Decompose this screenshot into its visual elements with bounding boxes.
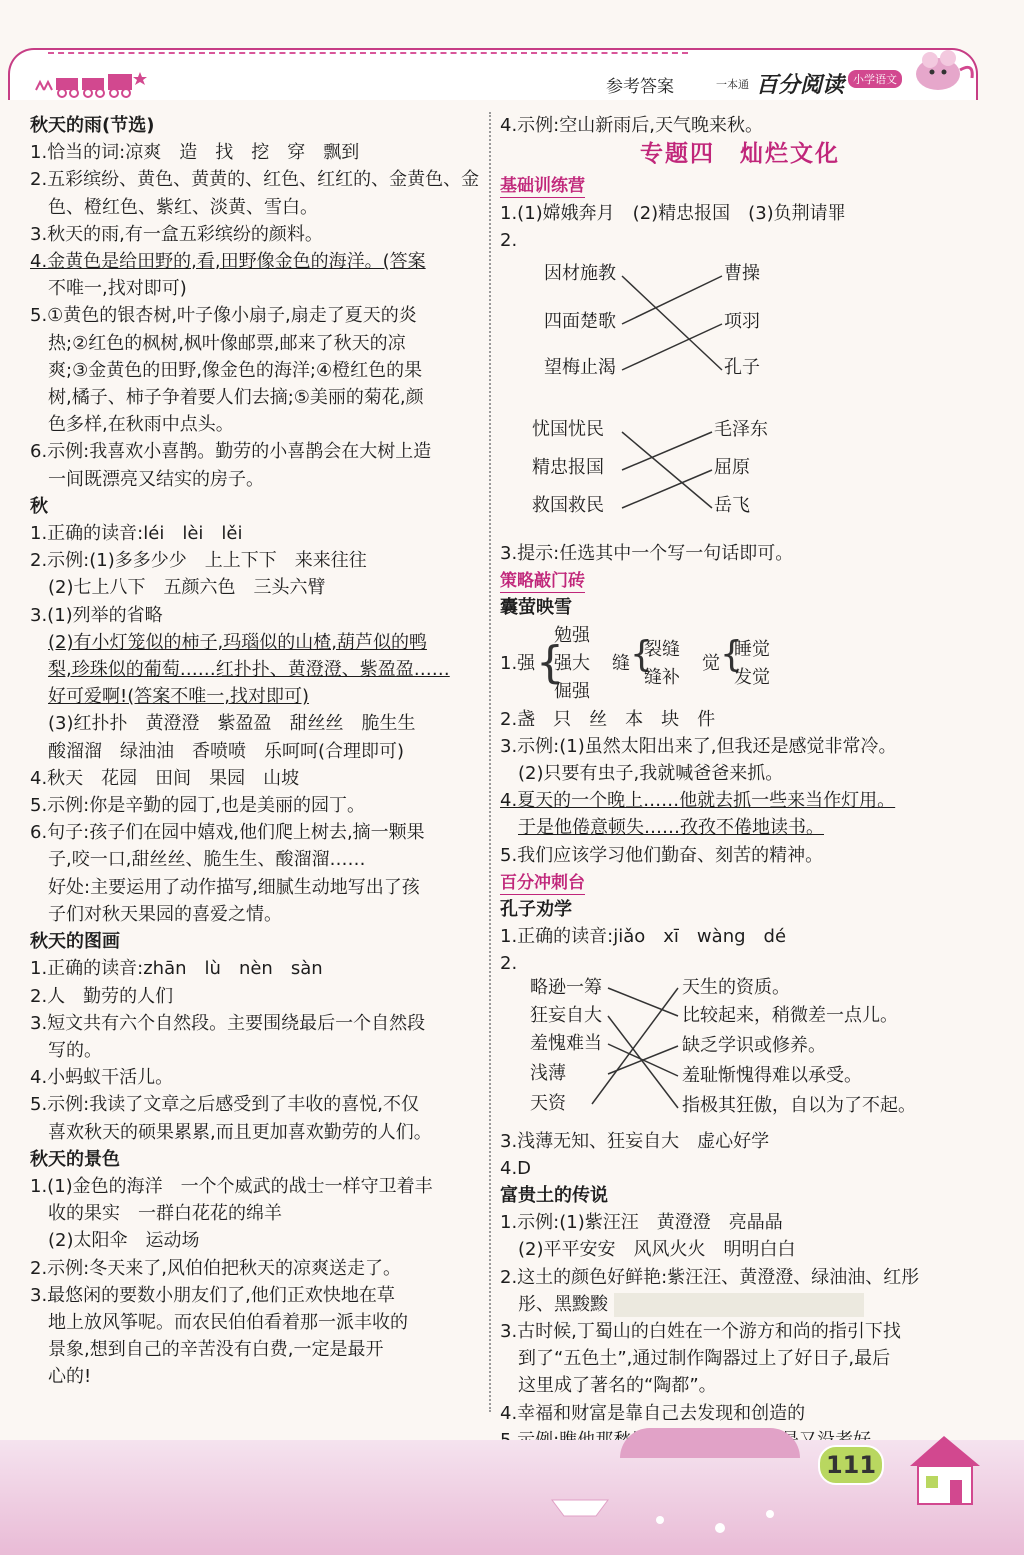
answer-line: 4.秋天 花园 田间 果园 山坡 (30, 767, 300, 789)
match-right-item: 指极其狂傲，自以为了不起。 (682, 1094, 916, 1116)
match-right-item: 毛泽东 (714, 419, 768, 441)
answer-line: 4.夏天的一个晚上……他就去抓一些来当作灯用。 (500, 790, 896, 812)
answer-line: 3.古时候,丁蜀山的白姓在一个游方和尚的指引下找 (500, 1321, 901, 1343)
match-left-item: 天资 (530, 1092, 566, 1114)
brace-exercise (500, 622, 980, 706)
match-right-item: 孔子 (724, 357, 760, 379)
answer-line: 6.示例:我喜欢小喜鹊。勤劳的小喜鹊会在大树上造 (30, 441, 432, 463)
section-heading: 秋天的景色 (30, 1148, 120, 1170)
section-heading: 秋天的雨(节选) (30, 115, 155, 136)
answer-line: 4.金黄色是给田野的,看,田野像金色的海洋。(答案 (30, 251, 426, 273)
answer-line: 5.示例:你是辛勤的园丁,也是美丽的园丁。 (30, 795, 365, 817)
page-header (8, 42, 978, 100)
answer-line: 爽;③金黄色的田野,像金色的海洋;④橙红色的果 (48, 359, 423, 381)
answer-line: 喜欢秋天的硕果累累,而且更加喜欢勤劳的人们。 (48, 1121, 432, 1143)
answer-line: (3)红扑扑 黄澄澄 紫盈盈 甜丝丝 脆生生 (48, 713, 416, 735)
answer-line: 3.最悠闲的要数小朋友们了,他们正欢快地在草 (30, 1284, 395, 1306)
answer-line: 1.正确的读音:zhān lù nèn sàn (30, 958, 323, 980)
answer-line: 6.句子:孩子们在园中嬉戏,他们爬上树去,摘一颗果 (30, 822, 425, 844)
answer-line: 5.①黄色的银杏树,叶子像小扇子,扇走了夏天的炎 (30, 305, 417, 327)
answer-line: 这里成了著名的“陶都”。 (518, 1375, 717, 1397)
answer-line: 4.D (500, 1157, 532, 1179)
answer-line: 色、橙红色、紫红、淡黄、雪白。 (48, 196, 318, 218)
answer-line: 好处:主要运用了动作描写,细腻生动地写出了孩 (48, 876, 420, 898)
answer-line: 热;②红色的枫树,枫叶像邮票,邮来了秋天的凉 (48, 332, 406, 354)
answer-line: 1.(1)嫦娥奔月 (2)精忠报国 (3)负荆请罪 (500, 202, 846, 224)
answer-line: 2. (500, 229, 518, 251)
match-left-item: 望梅止渴 (544, 357, 616, 379)
page-number: 111 (818, 1445, 884, 1485)
right-column (500, 112, 980, 1454)
answer-line: 2.五彩缤纷、黄色、黄黄的、红色、红红的、金黄色、金 (30, 169, 480, 191)
answer-line: 3.秋天的雨,有一盒五彩缤纷的颜料。 (30, 223, 323, 245)
match-left-item: 因材施教 (544, 263, 616, 285)
matching-exercise-2 (500, 416, 980, 540)
answer-line: 到了“五色土”,通过制作陶器过上了好日子,最后 (518, 1348, 891, 1370)
answer-line: 2. (500, 953, 518, 975)
section-heading: 秋 (30, 495, 48, 517)
answer-line: 3.(1)列举的省略 (30, 604, 163, 626)
match-left-item: 略逊一筹 (530, 976, 602, 998)
answer-line: 3.提示:任选其中一个写一句话即可。 (500, 543, 794, 565)
subsection-heading: 百分冲刺台 (500, 872, 585, 893)
brace-item: 裂缝 (644, 638, 680, 660)
match-left-item: 救国救民 (532, 495, 604, 517)
match-left-item: 狂妄自大 (530, 1004, 602, 1026)
answer-line: 于是他倦意顿失……孜孜不倦地读书。 (518, 817, 824, 839)
brace-char: 缝 (612, 652, 630, 674)
answer-line: 收的果实 一群白花花的绵羊 (48, 1203, 282, 1225)
match-right-item: 缺乏学识或修养。 (682, 1034, 826, 1056)
answer-line: 树,橘子、柿子争着要人们去摘;⑤美丽的菊花,颜 (48, 387, 424, 409)
match-left-item: 四面楚歌 (544, 311, 616, 333)
match-left-item: 精忠报国 (532, 457, 604, 479)
answer-line: 梨,珍珠似的葡萄……红扑扑、黄澄澄、紫盈盈…… (48, 659, 450, 681)
match-right-item: 比较起来，稍微差一点儿。 (682, 1004, 898, 1026)
answer-line: 2.示例:(1)多多少少 上上下下 来来往往 (30, 550, 367, 572)
match-left-item: 忧国忧民 (532, 419, 604, 441)
answer-line: 4.示例:空山新雨后,天气晚来秋。 (500, 115, 763, 136)
answer-line: 不唯一,找对即可) (48, 278, 187, 300)
match-right-item: 项羽 (724, 311, 760, 333)
answer-line: 2.盏 只 丝 本 块 件 (500, 708, 716, 730)
answer-line: 3.浅薄无知、狂妄自大 虚心好学 (500, 1130, 770, 1152)
answer-line: 好可爱啊!(答案不唯一,找对即可) (48, 686, 309, 708)
brace-item: 睡觉 (734, 638, 770, 660)
answer-line: 酸溜溜 绿油油 香喷喷 乐呵呵(合理即可) (48, 740, 405, 762)
answer-line: 5.我们应该学习他们勤奋、刻苦的精神。 (500, 844, 824, 866)
answer-line: 1.示例:(1)紫汪汪 黄澄澄 亮晶晶 (500, 1212, 783, 1234)
answer-line: (2)有小灯笼似的柿子,玛瑙似的山楂,葫芦似的鸭 (48, 631, 427, 653)
answer-line: 1.恰当的词:凉爽 造 找 挖 穿 飘到 (30, 142, 360, 164)
brand-tag: 一本通 (716, 78, 749, 91)
answer-line: 地上放风筝呢。而农民伯伯看着那一派丰收的 (48, 1311, 408, 1333)
brace-item: 倔强 (554, 680, 590, 702)
train-icon (30, 68, 150, 98)
answer-line: 色多样,在秋雨中点头。 (48, 414, 234, 436)
match-right-item: 岳飞 (714, 495, 750, 517)
topic-title: 专题四 灿烂文化 (640, 141, 840, 168)
match-right-item: 羞耻惭愧得难以承受。 (682, 1064, 862, 1086)
matching-exercise-3 (500, 978, 980, 1128)
left-column (30, 112, 490, 1391)
answer-prefix: 1.强 (500, 652, 536, 674)
answer-line: 4.幸福和财富是靠自己去发现和创造的 (500, 1402, 806, 1424)
match-right-item: 屈原 (714, 457, 750, 479)
brace-item: 勉强 (554, 624, 590, 646)
answer-line: (2)只要有虫子,我就喊爸爸来抓。 (518, 763, 784, 785)
section-heading: 孔子劝学 (500, 899, 572, 921)
answer-line: (2)太阳伞 运动场 (48, 1230, 200, 1252)
header-label: 参考答案 (606, 77, 674, 97)
answer-line: 4.小蚂蚁干活儿。 (30, 1067, 174, 1089)
answer-line: 1.正确的读音:jiǎo xī wàng dé (500, 926, 787, 948)
brace-item: 强大 (554, 652, 590, 674)
match-left-item: 浅薄 (530, 1062, 566, 1084)
footer-hill (620, 1428, 800, 1458)
answer-line: 3.短文共有六个自然段。主要围绕最后一个自然段 (30, 1012, 426, 1034)
match-left-item: 羞愧难当 (530, 1032, 602, 1054)
answer-line: 2.这土的颜色好鲜艳:紫汪汪、黄澄澄、绿油油、红彤 (500, 1266, 920, 1288)
brace-symbol: { (720, 633, 743, 675)
brand-name: 百分阅读 (756, 73, 845, 98)
answer-line: 3.示例:(1)虽然太阳出来了,但我还是感觉非常冷。 (500, 735, 897, 757)
answer-line: 写的。 (48, 1039, 102, 1061)
answer-line: 景象,想到自己的辛苦没有白费,一定是最开 (48, 1339, 384, 1361)
answer-text: 彤、黑黢黢 (518, 1293, 608, 1315)
answer-line: 心的! (48, 1366, 92, 1388)
answer-line: (2)平平安安 风风火火 明明白白 (518, 1239, 796, 1261)
brace-item: 缝补 (644, 666, 680, 688)
redacted-box (614, 1293, 864, 1317)
section-heading: 囊萤映雪 (500, 597, 572, 619)
mascot-icon (908, 42, 978, 98)
answer-line: (2)七上八下 五颜六色 三头六臂 (48, 577, 326, 599)
answer-line: 2.人 勤劳的人们 (30, 985, 174, 1007)
paper-boat-icon (550, 1490, 610, 1520)
brace-symbol: { (630, 633, 653, 675)
brand-subject: 小学语文 (848, 70, 902, 88)
answer-line: 一间既漂亮又结实的房子。 (48, 468, 264, 490)
match-right-item: 天生的资质。 (682, 976, 790, 998)
brace-symbol: { (536, 636, 564, 688)
matching-exercise-1 (500, 254, 980, 416)
section-heading: 秋天的图画 (30, 931, 120, 953)
brace-char: 觉 (702, 652, 720, 674)
subsection-heading: 基础训练营 (500, 176, 585, 197)
section-heading: 富贵土的传说 (500, 1185, 608, 1207)
answer-line: 1.正确的读音:léi lèi lěi (30, 523, 243, 545)
header-dashed-line (48, 52, 688, 54)
flower-icon (650, 1500, 790, 1540)
answer-line (500, 1291, 980, 1318)
match-right-item: 曹操 (724, 263, 760, 285)
brace-item: 发觉 (734, 666, 770, 688)
answer-line: 1.(1)金色的海洋 一个个威武的战士一样守卫着丰 (30, 1175, 433, 1197)
answer-line: 2.示例:冬天来了,风伯伯把秋天的凉爽送走了。 (30, 1257, 401, 1279)
answer-line: 子们对秋天果园的喜爱之情。 (48, 903, 282, 925)
subsection-heading: 策略敲门砖 (500, 571, 585, 592)
answer-line: 子,咬一口,甜丝丝、脆生生、酸溜溜…… (48, 849, 366, 871)
answer-line: 5.示例:我读了文章之后感受到了丰收的喜悦,不仅 (30, 1094, 419, 1116)
house-icon (900, 1430, 990, 1510)
